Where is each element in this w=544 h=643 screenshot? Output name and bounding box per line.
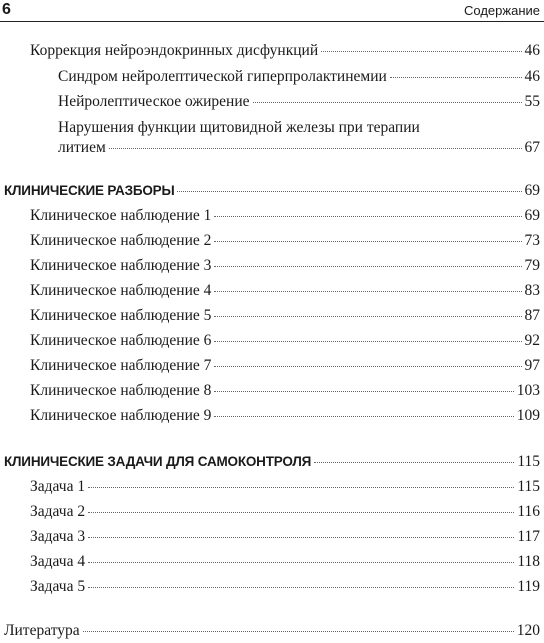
toc-entry-label: Задача 1 bbox=[30, 478, 86, 495]
dot-leader bbox=[177, 191, 521, 192]
section-title: КЛИНИЧЕСКИЕ РАЗБОРЫ bbox=[4, 183, 175, 198]
dot-leader bbox=[253, 102, 522, 103]
toc-entry-label: Синдром нейролептической гиперпролактинемии bbox=[58, 68, 387, 85]
toc-entry-page: 103 bbox=[516, 382, 540, 399]
toc-entry-page: 55 bbox=[524, 93, 540, 110]
toc-entry-page: 87 bbox=[524, 307, 540, 324]
toc-entry-task-1[interactable] bbox=[30, 477, 540, 496]
toc-entry-label: Клиническое наблюдение 6 bbox=[30, 332, 212, 349]
dot-leader bbox=[214, 416, 513, 417]
page-number: 6 bbox=[2, 1, 11, 18]
section-title: КЛИНИЧЕСКИЕ ЗАДАЧИ ДЛЯ САМОКОНТРОЛЯ bbox=[4, 454, 312, 469]
toc-entry-page: 115 bbox=[517, 478, 540, 495]
toc-entry-label: Задача 5 bbox=[30, 578, 86, 595]
dot-leader bbox=[314, 462, 514, 463]
toc-entry-case-2[interactable] bbox=[30, 231, 540, 250]
dot-leader bbox=[214, 316, 521, 317]
toc-section-self-control[interactable] bbox=[4, 452, 540, 471]
header-rule bbox=[0, 21, 544, 22]
toc-entry-page: 69 bbox=[524, 207, 540, 224]
toc-entry-label: Клиническое наблюдение 4 bbox=[30, 282, 212, 299]
toc-entry-page: 73 bbox=[524, 232, 540, 249]
dot-leader bbox=[83, 631, 514, 632]
toc-entry-task-5[interactable] bbox=[30, 577, 540, 596]
dot-leader bbox=[321, 51, 521, 52]
toc-entry-label: литием bbox=[58, 139, 106, 156]
dot-leader bbox=[214, 291, 521, 292]
toc-entry-task-4[interactable] bbox=[30, 552, 540, 571]
dot-leader bbox=[214, 391, 513, 392]
running-header bbox=[0, 0, 544, 22]
toc-entry-case-3[interactable] bbox=[30, 256, 540, 275]
toc-entry-page: 117 bbox=[517, 528, 540, 545]
toc-entry-case-7[interactable] bbox=[30, 356, 540, 375]
toc-entry-label: Задача 4 bbox=[30, 553, 86, 570]
toc-entry-page: 119 bbox=[517, 578, 540, 595]
toc-entry-label: Клиническое наблюдение 5 bbox=[30, 307, 212, 324]
dot-leader bbox=[88, 587, 514, 588]
toc-entry-page: 67 bbox=[524, 139, 540, 156]
dot-leader bbox=[214, 341, 521, 342]
toc-entry-label: Задача 2 bbox=[30, 503, 86, 520]
toc-entry-obesity[interactable] bbox=[58, 92, 540, 111]
toc-entry-page: 46 bbox=[524, 42, 540, 59]
toc-entry-page: 92 bbox=[524, 332, 540, 349]
toc-entry-literature[interactable] bbox=[4, 621, 540, 640]
dot-leader bbox=[109, 148, 522, 149]
toc-entry-thyroid-line1[interactable]: Нарушения функции щитовидной железы при терапии bbox=[58, 119, 420, 136]
dot-leader bbox=[214, 216, 521, 217]
toc-entry-label: Клиническое наблюдение 7 bbox=[30, 357, 212, 374]
toc-entry-label: Нейролептическое ожирение bbox=[58, 93, 250, 110]
toc-entry-thyroid[interactable] bbox=[58, 138, 540, 157]
dot-leader bbox=[88, 487, 514, 488]
toc-entry-page: 120 bbox=[516, 622, 540, 639]
dot-leader bbox=[88, 537, 514, 538]
toc-entry-label: Задача 3 bbox=[30, 528, 86, 545]
toc-entry-page: 109 bbox=[516, 407, 540, 424]
running-title: Содержание bbox=[464, 3, 540, 18]
toc-entry-label: Литература bbox=[4, 622, 80, 639]
toc-entry-label: Клиническое наблюдение 3 bbox=[30, 257, 212, 274]
toc-entry-case-5[interactable] bbox=[30, 306, 540, 325]
toc-entry-page: 116 bbox=[517, 503, 540, 520]
toc-section-clinical-cases[interactable] bbox=[4, 181, 540, 200]
toc-entry-label: Клиническое наблюдение 8 bbox=[30, 382, 212, 399]
toc-entry-task-3[interactable] bbox=[30, 527, 540, 546]
toc-entry-label: Клиническое наблюдение 9 bbox=[30, 407, 212, 424]
toc-entry-case-6[interactable] bbox=[30, 331, 540, 350]
toc-entry-page: 69 bbox=[524, 182, 540, 199]
toc-entry-page: 46 bbox=[524, 68, 540, 85]
dot-leader bbox=[214, 366, 521, 367]
toc-entry-label: Клиническое наблюдение 2 bbox=[30, 232, 212, 249]
toc-entry-hyperprolactinemia[interactable] bbox=[58, 67, 540, 86]
toc-entry-case-4[interactable] bbox=[30, 281, 540, 300]
toc-entry-page: 115 bbox=[517, 453, 540, 470]
toc-entry-correction[interactable] bbox=[30, 41, 540, 60]
toc-entry-page: 83 bbox=[524, 282, 540, 299]
toc-entry-label: Коррекция нейроэндокринных дисфункций bbox=[30, 42, 319, 59]
toc-entry-case-8[interactable] bbox=[30, 381, 540, 400]
toc-entry-label: Клиническое наблюдение 1 bbox=[30, 207, 212, 224]
toc-entry-page: 118 bbox=[517, 553, 540, 570]
dot-leader bbox=[88, 512, 514, 513]
dot-leader bbox=[214, 241, 521, 242]
toc-entry-case-9[interactable] bbox=[30, 406, 540, 425]
toc-entry-page: 97 bbox=[524, 357, 540, 374]
dot-leader bbox=[88, 562, 514, 563]
toc-entry-case-1[interactable] bbox=[30, 206, 540, 225]
toc-entry-task-2[interactable] bbox=[30, 502, 540, 521]
toc-entry-page: 79 bbox=[524, 257, 540, 274]
dot-leader bbox=[214, 266, 521, 267]
dot-leader bbox=[390, 77, 522, 78]
